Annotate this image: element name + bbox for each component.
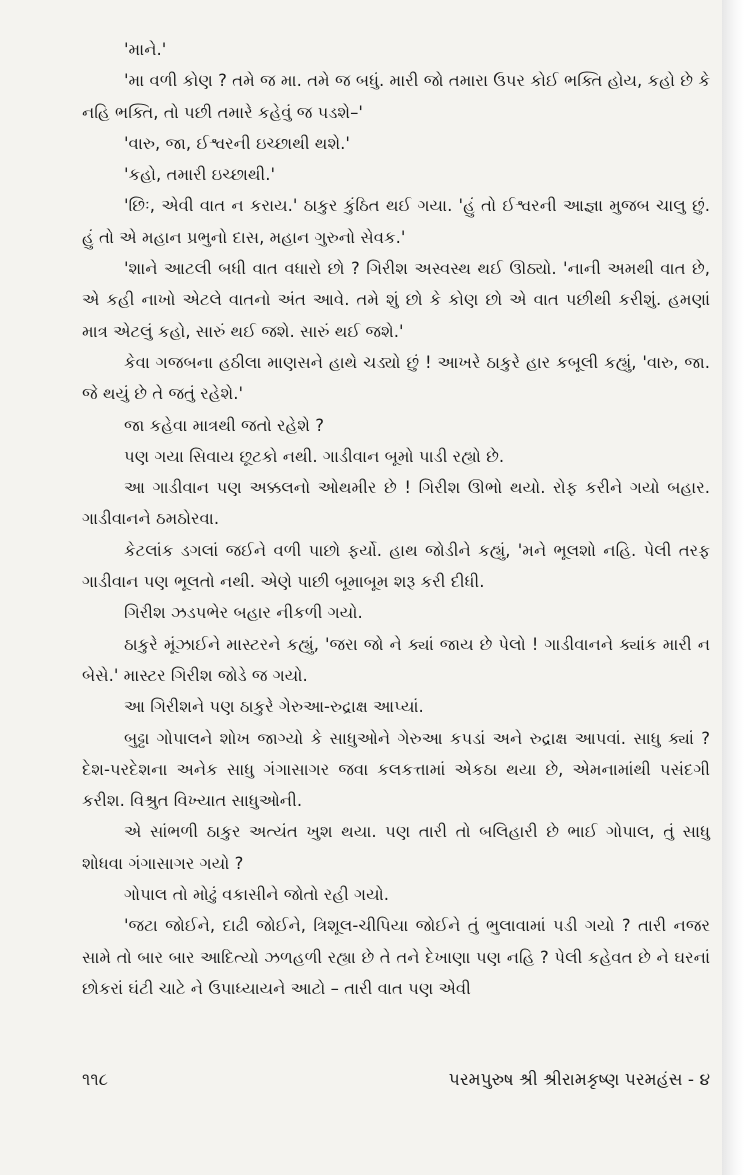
paragraph: જા કહેવા માત્રથી જતો રહેશે ? — [124, 415, 324, 435]
paragraph: કેટલાંક ડગલાં જઈને વળી પાછો ફર્યો. હાથ જોડીને કહ્યું, 'મને ભૂલશો નહિ. પેલી તરફ ગાડીવાન પણ ભૂલતો નથી. એણે પાછી બૂમાબૂમ શરૂ કરી દીધી. — [82, 540, 710, 592]
paragraph: 'જટા જોઈને, દાઢી જોઈને, ત્રિશૂલ-ચીપિયા જોઈને તું ભુલાવામાં પડી ગયો ? તારી નજર સામે તો બાર બાર આદિત્યો ઝળહળી રહ્યા છે તે તને દેખાણા પણ નહિ ? પેલી કહેવત છે ને ઘરનાં છોકરાં ઘંટી ચાટે ને ઉપાધ્યાયને આટો – તારી વાત પણ એવી — [82, 916, 710, 998]
paragraph: પણ ગયા સિવાય છૂટકો નથી. ગાડીવાન બૂમો પાડી રહ્યો છે. — [124, 446, 505, 466]
paragraph: 'કહો, તમારી ઇચ્છાથી.' — [124, 165, 276, 185]
paragraph: 'છિઃ, એવી વાત ન કરાય.' ઠાકુર કુંઠિત થઈ ગયા. 'હું તો ઈશ્વરની આજ્ઞા મુજબ ચાલુ છું. હું તો એ મહાન પ્રભુનો દાસ, મહાન ગુરુનો સેવક.' — [82, 196, 710, 247]
paragraph: બુઢ્ઢા ગોપાલને શોખ જાગ્યો કે સાધુઓને ગેરુઆ કપડાં અને રુદ્રાક્ષ આપવાં. સાધુ ક્યાં ? દેશ-પરદેશના અનેક સાધુ ગંગાસાગર જવા કલકત્તામાં એકઠા થયા છે, એમનામાંથી પસંદગી કરીશ. વિશ્રુત વિખ્યાત સાધુઓની. — [82, 728, 710, 811]
paragraph: આ ગાડીવાન પણ અક્કલનો ઓથમીર છે ! ગિરીશ ઊભો થયો. રોફ કરીને ગયો બહાર. ગાડીવાનને ઠમઠોરવા. — [82, 478, 710, 529]
paragraph: 'મા વળી કોણ ? તમે જ મા. તમે જ બધું. મારી જો તમારા ઉપર કોઈ ભક્તિ હોય, કહો છે કે નહિ ભક્તિ, તો પછી તમારે કહેવું જ પડશે–' — [82, 71, 710, 122]
paragraph: 'માને.' — [124, 40, 167, 59]
page-body — [82, 34, 710, 1004]
page-number: ૧૧૮ — [82, 1070, 109, 1090]
running-title: પરમપુરુષ શ્રી શ્રીરામકૃષ્ણ પરમહંસ - ૪ — [448, 1070, 710, 1090]
paragraph: એ સાંભળી ઠાકુર અત્યંત ખુશ થયા. પણ તારી તો બલિહારી છે ભાઈ ગોપાલ, તું સાધુ શોધવા ગંગાસાગર ગયો ? — [82, 822, 710, 873]
paragraph: ગિરીશ ઝડપભેર બહાર નીકળી ગયો. — [124, 603, 363, 623]
paragraph: ગોપાલ તો મોઢું વકાસીને જોતો રહી ગયો. — [124, 885, 389, 905]
paragraph: ઠાકુરે મૂંઝાઈને માસ્ટરને કહ્યું, 'જરા જો ને ક્યાં જાય છે પેલો ! ગાડીવાનને ક્યાંક મારી ન બેસે.' માસ્ટર ગિરીશ જોડે જ ગયો. — [82, 634, 710, 685]
paragraph: આ ગિરીશને પણ ઠાકુરે ગેરુઆ-રુદ્રાક્ષ આપ્યાં. — [124, 697, 424, 717]
paragraph: 'શાને આટલી બધી વાત વધારો છો ? ગિરીશ અસ્વસ્થ થઈ ઊઠ્યો. 'નાની અમથી વાત છે, એ કહી નાખો એટલે વાતનો અંત આવે. તમે શું છો કે કોણ છો એ વાત પછીથી કરીશું. હમણાં માત્ર એટલું કહો, સારું થઈ જશે. સારું થઈ જશે.' — [82, 259, 710, 341]
paragraph: 'વારુ, જા, ઈશ્વરની ઇચ્છાથી થશે.' — [124, 133, 350, 153]
page-footer — [82, 1070, 710, 1090]
page-edge-shadow — [722, 0, 744, 1175]
paragraph: કેવા ગજબના હઠીલા માણસને હાથે ચડ્યો છું ! આખરે ઠાકુરે હાર કબૂલી કહ્યું, 'વારુ, જા. જે થયું છે તે જતું રહેશે.' — [82, 352, 710, 404]
